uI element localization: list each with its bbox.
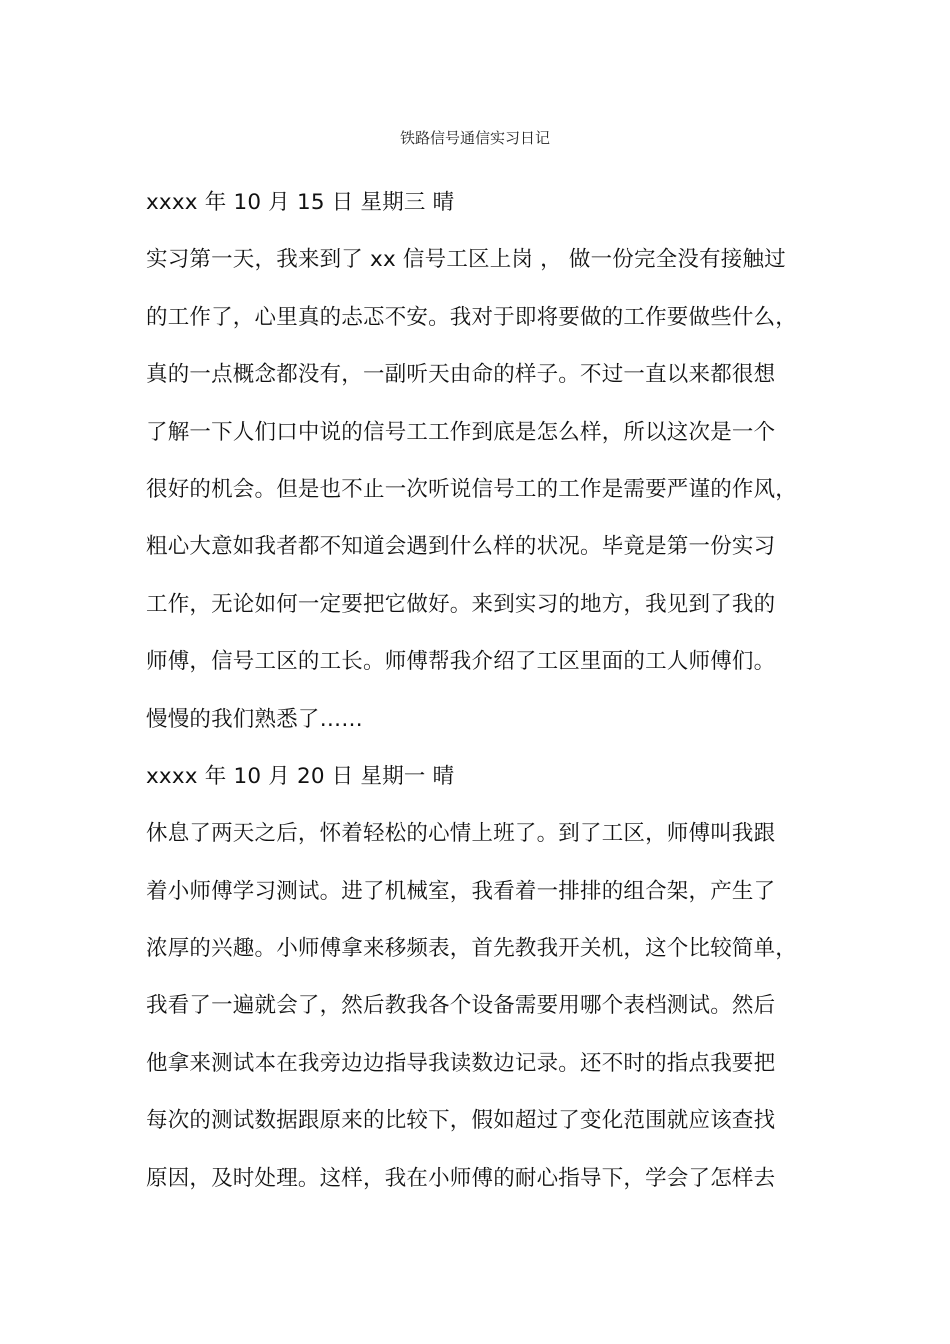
document-body: [146, 174, 826, 1207]
body-line: 他拿来测试本在我旁边边指导我读数边记录。还不时的指点我要把: [146, 1050, 776, 1076]
body-line: 师傅，信号工区的工长。师傅帮我介绍了工区里面的工人师傅们。: [146, 649, 776, 675]
body-line: 每次的测试数据跟原来的比较下，假如超过了变化范围就应该查找: [146, 1108, 776, 1134]
body-line: 我看了一遍就会了，然后教我各个设备需要用哪个表档测试。然后: [146, 993, 776, 1019]
body-line: 很好的机会。但是也不止一次听说信号工的工作是需要严谨的作风，: [146, 476, 798, 502]
body-line: 的工作了，心里真的忐忑不安。我对于即将要做的工作要做些什么，: [146, 304, 798, 330]
body-line: 休息了两天之后，怀着轻松的心情上班了。到了工区，师傅叫我跟: [146, 821, 776, 847]
entry-date-heading: xxxx 年 10 月 20 日 星期一 晴: [146, 763, 455, 789]
body-line: 真的一点概念都没有，一副听天由命的样子。不过一直以来都很想: [146, 362, 776, 388]
entry-date-heading: xxxx 年 10 月 15 日 星期三 晴: [146, 190, 455, 215]
body-line: 原因，及时处理。这样，我在小师傅的耐心指导下，学会了怎样去: [146, 1165, 776, 1191]
body-line: 实习第一天，我来到了 xx 信号工区上岗 ， 做一份完全没有接触过: [146, 247, 786, 273]
body-line: 粗心大意如我者都不知道会遇到什么样的状况。毕竟是第一份实习: [146, 534, 776, 560]
body-line: 浓厚的兴趣。小师傅拿来移频表，首先教我开关机，这个比较简单，: [146, 936, 798, 962]
body-line: 慢慢的我们熟悉了……: [146, 706, 364, 732]
body-line: 工作，无论如何一定要把它做好。来到实习的地方，我见到了我的: [146, 591, 776, 617]
body-line: 着小师傅学习测试。进了机械室，我看着一排排的组合架，产生了: [146, 878, 776, 904]
document-title: 铁路信号通信实习日记: [399, 129, 550, 147]
body-line: 了解一下人们口中说的信号工工作到底是怎么样，所以这次是一个: [146, 419, 776, 445]
